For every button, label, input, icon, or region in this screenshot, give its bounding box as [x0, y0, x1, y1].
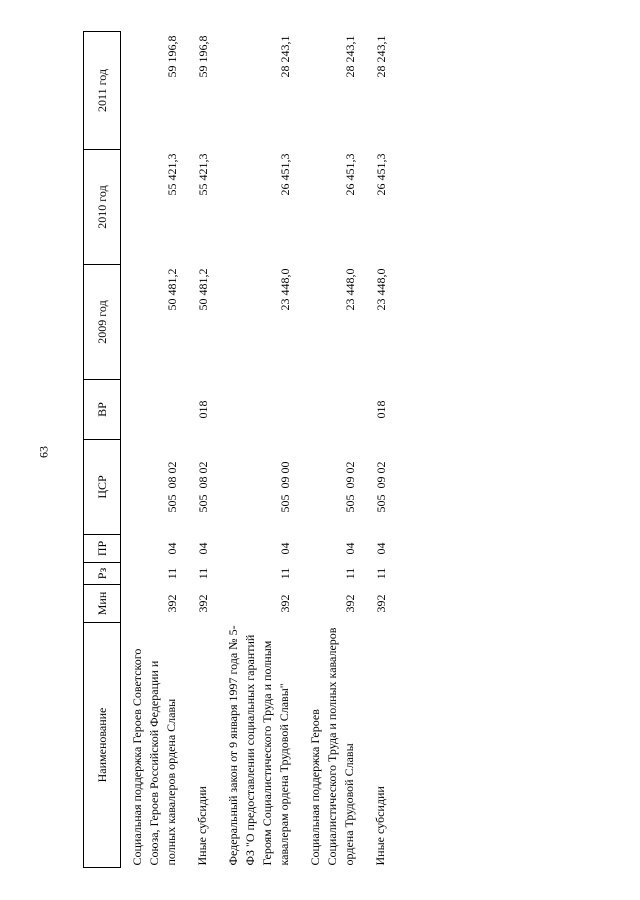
row-2011: 28 243,1: [278, 35, 292, 78]
table-row: [186, 32, 217, 868]
row-pr: 04: [196, 542, 210, 555]
header-2009: 2009 год: [84, 265, 121, 380]
row-2011: 59 196,8: [196, 35, 210, 78]
row-name: Социальная поддержка Героев Советского Союза, Героев Российской Федерации и полных кавалеров ордена Славы: [130, 648, 178, 866]
row-2009: 23 448,0: [278, 268, 292, 311]
row-vr: [217, 380, 299, 440]
row-2010: 26 451,3: [374, 153, 388, 196]
row-name: Федеральный закон от 9 января 1997 года № 5-ФЗ "О предоставлении социальных гарантий Героям Социалистического Труда и полным кавалерам ордена Трудовой Славы": [226, 625, 291, 866]
row-2009: 23 448,0: [374, 268, 388, 311]
header-rz: Рз: [84, 563, 121, 585]
row-min: 392: [165, 594, 179, 613]
row-min: 392: [343, 594, 357, 613]
row-rz: 11: [165, 567, 179, 580]
row-2011: 28 243,1: [374, 35, 388, 78]
row-2009: 23 448,0: [343, 268, 357, 311]
row-csr: 505 09 00: [278, 461, 292, 513]
row-csr: 505 08 02: [196, 461, 210, 513]
table-header-row: [84, 32, 121, 868]
header-vr: ВР: [84, 380, 121, 440]
page-number: 63: [36, 446, 51, 458]
table-row: [217, 32, 299, 868]
row-pr: 04: [165, 542, 179, 555]
table-row: [299, 32, 364, 868]
row-pr: 04: [278, 542, 292, 555]
row-pr: 04: [374, 542, 388, 555]
row-2011: 59 196,8: [165, 35, 179, 78]
row-vr: 018: [374, 400, 388, 419]
row-name: Социальная поддержка Героев Социалистического Труда и полных кавалеров ордена Трудовой Славы: [308, 627, 356, 866]
header-name: Наименование: [84, 623, 121, 868]
row-vr: [299, 380, 364, 440]
budget-table: [83, 31, 395, 868]
row-rz: 11: [343, 567, 357, 580]
row-2011: 28 243,1: [343, 35, 357, 78]
row-2010: 55 421,3: [196, 153, 210, 196]
header-csr: ЦСР: [84, 440, 121, 535]
row-2009: 50 481,2: [165, 268, 179, 311]
header-2010: 2010 год: [84, 150, 121, 265]
row-2010: 26 451,3: [278, 153, 292, 196]
row-rz: 11: [278, 567, 292, 580]
row-csr: 505 09 02: [374, 461, 388, 513]
row-vr: [121, 380, 187, 440]
row-2010: 26 451,3: [343, 153, 357, 196]
row-csr: 505 09 02: [343, 461, 357, 513]
row-min: 392: [374, 594, 388, 613]
row-name: Иные субсидии: [195, 786, 209, 866]
table-row: [121, 32, 187, 868]
header-pr: ПР: [84, 535, 121, 563]
row-name: Иные субсидии: [373, 786, 387, 866]
rotated-page-content: [42, 0, 612, 868]
row-vr: 018: [196, 400, 210, 419]
row-rz: 11: [196, 567, 210, 580]
row-rz: 11: [374, 567, 388, 580]
row-pr: 04: [343, 542, 357, 555]
row-2010: 55 421,3: [165, 153, 179, 196]
row-2009: 50 481,2: [196, 268, 210, 311]
table-row: [364, 32, 395, 868]
header-min: Мин: [84, 585, 121, 623]
row-csr: 505 08 02: [165, 461, 179, 513]
header-2011: 2011 год: [84, 32, 121, 150]
row-min: 392: [278, 594, 292, 613]
row-min: 392: [196, 594, 210, 613]
